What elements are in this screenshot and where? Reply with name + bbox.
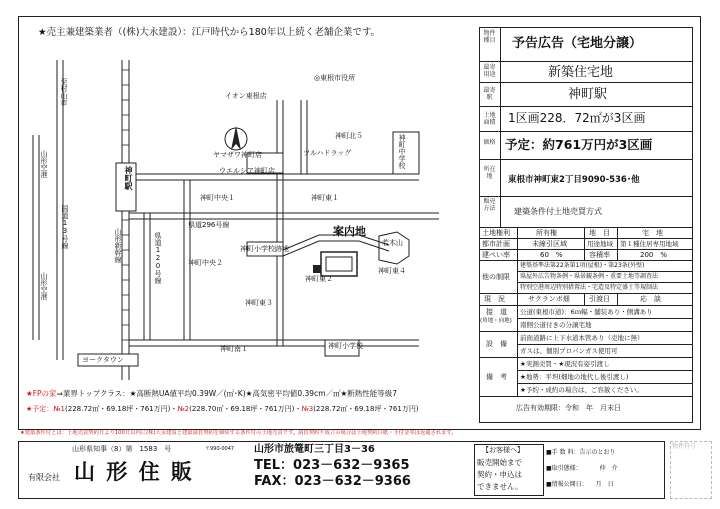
info-label: ■情報公開日： [546,481,588,488]
label-yorktown: ヨークタウン [82,356,124,364]
label-jinmachi-shogakko: 神町小学校 [328,342,363,350]
label-wakakiyama: 若木山 [382,239,403,247]
yotei-line [26,406,419,413]
wakakiyama-mark [379,232,409,264]
header-note: ★売主兼建築業者（(株)大永建設）：江戸時代から180年以上続く老舗企業です。 [38,27,381,38]
setsudo-label: 接 道 [486,308,507,316]
yoseki-value: 200 % [640,251,668,259]
setsudo-line2: 南側公道付きの分譲宅地 [520,321,592,329]
hoka-label: 他の制限 [482,273,510,281]
row3-value: 神町駅 [568,87,608,102]
row5-label: 価格 [483,139,496,146]
fee-line [546,450,616,456]
label-yamazawa: ヤマザワ神町店 [213,151,262,159]
footnote: ★建築条件付とは：土地売買契約日より100日以内に(株)大永建設と建築請負契約を締結する条件付の土地売買です。請負契約不成立の場合は土地契約白紙・手付金等は返還されます。 [20,430,457,436]
yotei-no2: (228.70㎡・69.18坪・761万円)・ [189,405,302,413]
toshi-label: 都市計画 [482,240,510,248]
row5-value: 予定：約761万円が3区画 [505,137,653,152]
hikiwatashi-value: 応 談 [640,295,661,303]
label-jinmachi-higashi3: 神町東３ [245,299,273,307]
label-jinmachi-higashi1: 神町東１ [311,194,339,202]
fax: FAX：023－632－9366 [254,474,411,489]
fp-text: ⇒業界トップクラス：★高断熱UA値平均0.39W／(㎡･K)★高気密平均値0.39cm／㎡★断熱性能等級7 [56,389,397,398]
label-prefroad296: 県道296号線 [188,221,230,229]
license: 山形県知事（8）第 1583 号 [72,445,172,453]
postal: 〒990-0047 [205,446,235,452]
label-yamagata-airport-left: 山形空港 [40,150,48,178]
row2-value: 新築住宅地 [548,65,614,80]
chimoku-value: 宅 地 [642,229,663,237]
fp-label: ★FPの家 [26,389,57,398]
label-jinmachi-sho-school: 神町小学校跡地 [240,245,289,253]
row6-label: 所在地 [483,166,496,180]
label-yamagata-airport-right: 山形空港 [40,272,48,300]
notice-body2: 契約・申込は [477,470,522,479]
yotei-no2-label: №2 [177,405,190,413]
yotei-no1: (228.72㎡・69.18坪・761万円)・ [65,405,178,413]
location-map [19,40,475,380]
info-line [546,482,614,488]
yotei-no3-label: №3 [301,405,314,413]
youto-value: 第１種住居専用地域 [620,240,679,248]
yotei-label: ★予定： [26,405,54,413]
hoka-line1: 建築基準法第22条第1項(屋根)・第23条(外壁) [520,262,645,269]
company-name: 山 形 住 販 [74,460,194,484]
row6-value: 東根市神町東2丁目9090-536･他 [508,175,640,185]
hoka-line2: 県屋外広告物条例・県景観条例・重要土地等調査法 [520,273,659,280]
row7-value: 建築条件付土地売買方式 [514,207,602,216]
row3-label: 最寄駅 [483,87,496,101]
biko-line1: ★実測売買・★現況有姿引渡し [520,360,610,368]
company-prefix: 有限会社 [28,473,60,482]
label-jinmachi-chu-school: 神町中学校 [398,134,406,169]
toshi-value: 未線引区域 [532,240,567,248]
kenri-label: 土地権利 [482,229,510,237]
info-value: 月 日 [595,481,614,488]
label-jinmachi-higashi4: 神町東４ [378,267,406,275]
setsubi-line1: 前面道路に上下水道本管あり（売地に無） [520,334,644,342]
setsubi-line2: ガスは、個別プロパンガス使用可 [520,347,618,355]
label-tsuruha: ツルハドラッグ [303,149,352,157]
label-welcia: ウエルシア神町店 [219,167,275,175]
address: 山形市旅篭町三丁目3－36 [254,444,375,455]
row4-label: 土地面積 [483,112,496,126]
genkyo-label: 現 況 [484,295,505,303]
row2-label: 最寄用途 [483,64,496,78]
row1-value: 予告広告（宅地分譲） [512,36,643,51]
torihiki-label: ■取引態様： [546,465,582,472]
biko-line3: ★予約・成約の場合は、ご容赦ください。 [520,386,643,394]
label-aeon: イオン東根店 [225,92,267,100]
notice-title: 【お客様へ】 [482,446,524,454]
kenpei-label: 建ぺい率 [482,251,510,259]
yoseki-label: 容積率 [589,251,610,259]
biko-line2: ★地勢：平坦(畑地の地代し後引渡し) [520,373,629,381]
label-jinmachi-station: 神町駅 [124,166,133,190]
label-jieitai: 至村山市 [60,78,68,106]
hoka-line3: 特別空港周辺特別措置法・宅造及特定盛土等規制法 [520,284,659,291]
biko-label: 備 考 [486,373,507,381]
kigen-line: 広告有効期限：令和 年 月末日 [516,404,621,412]
chimoku-label: 地 目 [589,229,610,237]
fee-label: ■手 数 料： [546,449,580,456]
row4-value: 1区画228．72㎡が3区画 [508,111,646,125]
genkyo-value: サクランボ畑 [528,295,570,303]
row7-label: 販売方法 [483,198,496,212]
row1-label: 物件種目 [483,30,496,44]
yotei-no1-label: №1 [53,405,66,413]
fee-value: 告示のとおり [579,449,616,456]
label-kokudo13: 国道13号線 [61,205,69,249]
youto-label: 用途地域 [587,240,613,248]
yotei-no3: (228.72㎡・69.18坪・761万円) [313,405,419,413]
tel: TEL：023－632－9365 [254,458,410,473]
label-annai: 案内地 [333,225,366,238]
setsudo-sub: (角地・向地) [480,318,512,324]
torihiki-line [546,466,618,472]
setsudo-line1: 公道(東根市道)：6ｍ幅・舗装あり・側溝あり [520,308,653,316]
hikiwatashi-label: 引渡日 [589,295,610,303]
label-jinmachi-kita5: 神町北５ [335,132,363,140]
label-jinmachi-minami1: 神町南１ [220,345,248,353]
label-shiyakusho: ◎東根市役所 [314,74,356,82]
label-prefroad120: 県道120号線 [154,232,162,284]
kenpei-value: 60 % [540,251,563,259]
label-jinmachi-chuo1-a: 神町中央１ [200,194,235,202]
side-code-label: 物件符号 [672,443,697,450]
fp-line [26,390,397,398]
notice-body1: 販売開始まで [477,458,522,467]
compass-icon [225,126,247,150]
notice-body3: できません。 [477,482,523,491]
label-jinmachi-higashi2: 神町東２ [305,275,333,283]
torihiki-value: 仲 介 [599,465,618,472]
label-shinkansen: 山形新幹線 [114,228,122,263]
kenri-value: 所有権 [536,229,557,237]
label-jinmachi-chuo2: 神町中央２ [188,259,223,267]
setsubi-label: 設 備 [486,340,507,348]
